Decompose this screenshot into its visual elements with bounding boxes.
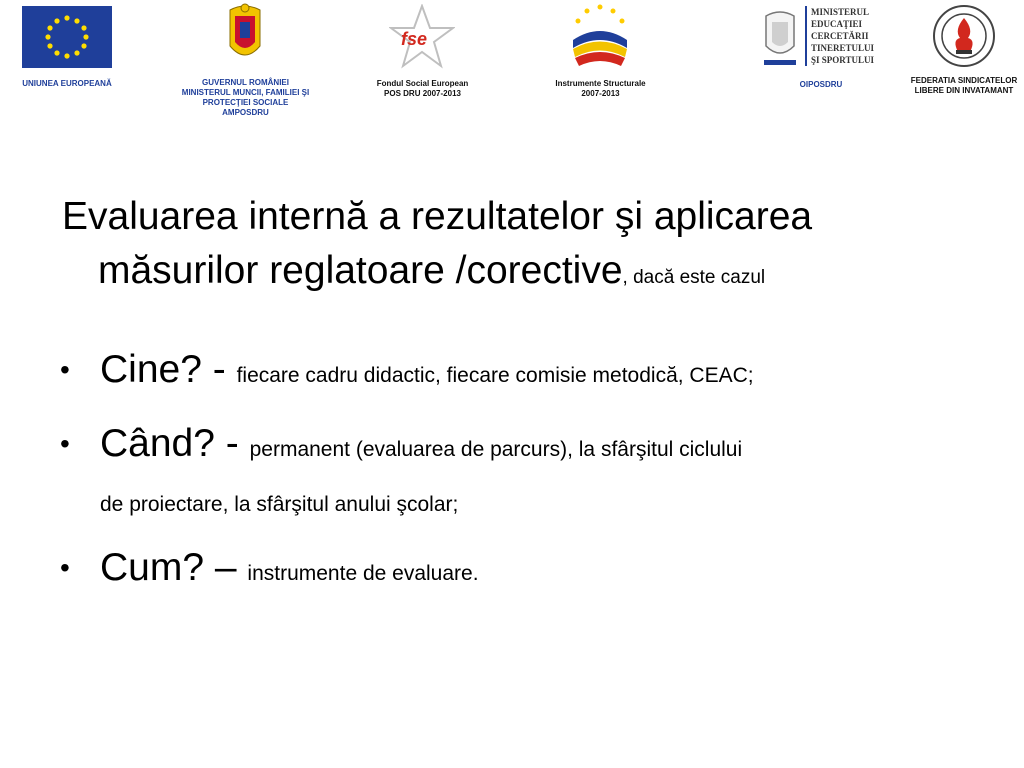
gov-caption-line: PROTECŢIEI SOCIALE [202,98,289,107]
eu-logo [8,0,126,95]
bullet-item-cand [60,414,1000,530]
ministry-divider [805,6,807,66]
ministry-emblem-icon [760,6,800,68]
slide-title [62,190,982,305]
title-line-2-main: măsurilor reglatoare /corective [98,249,623,292]
ministry-name-line: TINERETULUI [811,43,875,53]
bullet-text: permanent (evaluarea de parcurs), la sfârşitul ciclului [249,438,743,461]
ministry-name-line: CERCETĂRII [811,31,869,41]
eu-flag-icon [22,6,112,68]
bullet-dot-icon: • [60,354,70,385]
coat-of-arms-icon [222,2,268,68]
logo-header [0,0,1024,130]
ministry-name-line: ŞI SPORTULUI [811,55,874,65]
gov-caption-line: AMPOSDRU [222,108,269,117]
title-line-2-note: , dacă este cazul [622,267,766,288]
gov-caption-line: MINISTERUL MUNCII, FAMILIEI ŞI [181,88,310,97]
ministry-logo [754,0,888,95]
title-line-2 [62,244,982,305]
is-caption-line: Instrumente Structurale [555,79,646,88]
bullet-dot-icon: • [60,428,70,459]
fsli-caption-line: FEDERATIA SINDICATELOR [910,76,1018,85]
is-caption-line: 2007-2013 [581,89,620,98]
gov-caption-line: GUVERNUL ROMÂNIEI [202,78,289,87]
fse-caption-line: POS DRU 2007-2013 [384,89,461,98]
bullet-text-continuation: de proiectare, la sfârşitul anului şcolar; [100,493,459,516]
eu-caption: UNIUNEA EUROPEANĂ [22,79,112,88]
instrumente-structurale-icon [565,2,635,74]
bullet-item-cum [60,538,1000,604]
bullet-term: Cine? - [100,348,237,391]
bullet-text: instrumente de evaluare. [247,562,479,585]
fsli-logo [910,0,1018,100]
instrumente-structurale-logo [538,0,663,105]
ministry-name [811,6,874,66]
bullet-text: fiecare cadru didactic, fiecare comisie metodică, CEAC; [236,364,754,387]
bullet-term: Cum? – [100,546,248,589]
fsli-caption-line: LIBERE DIN INVATAMANT [914,86,1014,95]
ministry-name-line: MINISTERUL [811,7,870,17]
fsli-seal-icon [932,4,996,68]
bullet-term: Când? - [100,422,250,465]
fse-logo [360,0,485,105]
ministry-name-line: EDUCAŢIEI [811,19,863,29]
bullet-list [60,340,1000,612]
fse-wordmark: fse [401,29,428,49]
fse-caption-line: Fondul Social European [376,79,469,88]
bullet-dot-icon: • [60,552,70,583]
gov-logo [168,0,323,125]
oiposdru-caption: OIPOSDRU [799,80,843,89]
title-line-1: Evaluarea internă a rezultatelor şi aplicarea [62,195,813,238]
bullet-item-cine [60,340,1000,406]
